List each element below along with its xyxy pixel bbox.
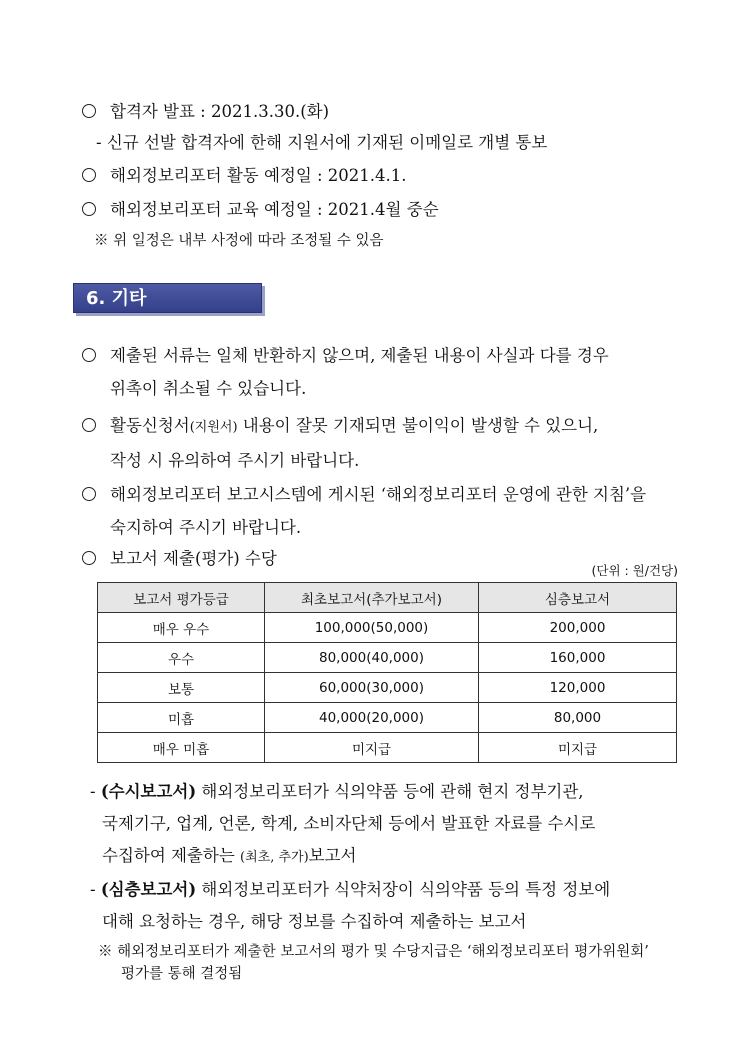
table-cell: 보통 (98, 673, 265, 703)
table-header-cell: 보고서 평가등급 (98, 583, 265, 613)
table-row (98, 733, 677, 763)
table-header-cell: 최초보고서(추가보고서) (265, 583, 479, 613)
schedule-announce: 합격자 발표 : 2021.3.30.(화) (82, 98, 329, 122)
table-cell: 60,000(30,000) (265, 673, 479, 703)
section-title: 6. 기타 (73, 283, 262, 313)
schedule-announce-sub: - 신규 선발 합격자에 한해 지원서에 기재된 이메일로 개별 통보 (96, 133, 548, 152)
table-cell: 미지급 (265, 733, 479, 763)
term-label: (수시보고서) (100, 782, 197, 801)
circle-bullet-icon (82, 168, 96, 182)
term-label: (심층보고서) (100, 880, 197, 899)
circle-bullet-icon (82, 551, 96, 565)
circle-bullet-icon (82, 104, 96, 118)
circle-bullet-icon (82, 487, 96, 501)
table-cell: 200,000 (479, 613, 677, 643)
table-header-cell: 심층보고서 (479, 583, 677, 613)
table-cell: 미지급 (479, 733, 677, 763)
table-cell: 우수 (98, 643, 265, 673)
table-cell: 40,000(20,000) (265, 703, 479, 733)
schedule-education: 해외정보리포터 교육 예정일 : 2021.4월 중순 (82, 196, 439, 220)
table-cell: 매우 미흡 (98, 733, 265, 763)
table-row (98, 613, 677, 643)
schedule-note: ※ 위 일정은 내부 사정에 따라 조정될 수 있음 (94, 233, 384, 249)
table-row (98, 673, 677, 703)
para-3: 해외정보리포터 보고시스템에 게시된 ‘해외정보리포터 운영에 관한 지침’을 숙지하여 주시기 바랍니다. (82, 478, 682, 544)
table-cell: 80,000(40,000) (265, 643, 479, 673)
table-cell: 매우 우수 (98, 613, 265, 643)
table-header-row (98, 583, 677, 613)
circle-bullet-icon (82, 202, 96, 216)
para-1: 제출된 서류는 일체 반환하지 않으며, 제출된 내용이 사실과 다를 경우 위촉이 취소될 수 있습니다. (82, 339, 682, 405)
para-4: 보고서 제출(평가) 수당 (82, 542, 682, 575)
footnote-line-2: 평가를 통해 결정됨 (121, 966, 243, 982)
fee-table (97, 582, 677, 763)
unit-label: (단위 : 원/건당) (591, 563, 678, 578)
para-2: 활동신청서(지원서) 내용이 잘못 기재되면 불이익이 발생할 수 있으니, 작성 시 유의하여 주시기 바랍니다. (82, 409, 682, 477)
table-row (98, 703, 677, 733)
circle-bullet-icon (82, 348, 96, 362)
table-cell: 100,000(50,000) (265, 613, 479, 643)
table-cell: 120,000 (479, 673, 677, 703)
schedule-activity: 해외정보리포터 활동 예정일 : 2021.4.1. (82, 162, 407, 186)
definition-regular-report: - (수시보고서) 해외정보리포터가 식의약품 등에 관해 현지 정부기관, 국제기구, 업계, 언론, 학계, 소비자단체 등에서 발표한 자료를 수시로 수집하여 제출하는 (최초, 추가)보고서 (90, 782, 596, 865)
table-row (98, 643, 677, 673)
table-cell: 160,000 (479, 643, 677, 673)
table-cell: 80,000 (479, 703, 677, 733)
definition-indepth-report: - (심층보고서) 해외정보리포터가 식약처장이 식의약품 등의 특정 정보에 대해 요청하는 경우, 해당 정보를 수집하여 제출하는 보고서 (90, 880, 611, 931)
footnote-line-1: ※ 해외정보리포터가 제출한 보고서의 평가 및 수당지급은 ‘해외정보리포터 평가위원회’ (98, 944, 649, 960)
table-cell: 미흡 (98, 703, 265, 733)
circle-bullet-icon (82, 418, 96, 432)
